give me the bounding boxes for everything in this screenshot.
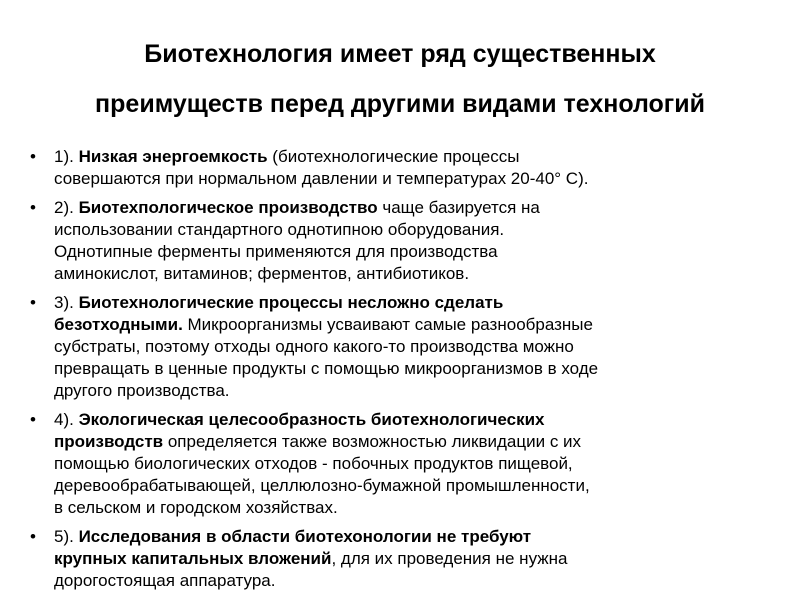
bold-text: крупных капитальных вложений: [54, 549, 332, 568]
item-line: [54, 314, 790, 336]
item-line: [54, 431, 790, 453]
body-text: использовании стандартного однотипною оборудования.: [54, 220, 505, 239]
body-text: , для их проведения не нужна: [331, 549, 568, 568]
item-line: [54, 263, 790, 285]
body-text: в сельском и городском хозяйствах.: [54, 498, 338, 517]
title-line: преимуществ перед другими видами технологий: [95, 90, 705, 118]
item-line: [54, 358, 790, 380]
item-line: [54, 241, 790, 263]
body-text: чаще базируется на: [377, 198, 540, 217]
bold-text: Низкая энергоемкость: [78, 147, 268, 166]
bullet-marker: •: [30, 293, 36, 312]
item-line: [54, 453, 790, 475]
item-line: [54, 526, 790, 548]
body-text: 4).: [54, 410, 79, 429]
bold-text: производств: [54, 432, 164, 451]
body-text: деревообрабатывающей, целлюлозно-бумажной промышленности,: [54, 476, 590, 495]
bold-text: Исследования в области биотехонологии не требуют: [78, 527, 532, 546]
item-line: [54, 336, 790, 358]
item-line: [54, 380, 790, 402]
bullet-marker: •: [30, 527, 36, 546]
bold-text: Биотехнологические процессы несложно сделать: [78, 293, 504, 312]
item-line: [54, 548, 790, 570]
list-item: [30, 292, 790, 402]
bullet-marker: •: [30, 410, 36, 429]
item-line: [54, 146, 790, 168]
list-item: [30, 197, 790, 285]
item-line: [54, 570, 790, 592]
item-line: [54, 219, 790, 241]
title-line: Биотехнология имеет ряд существенных: [144, 40, 656, 68]
list-item: [30, 526, 790, 592]
item-line: [54, 409, 790, 431]
body-text: превращать в ценные продукты с помощью микроорганизмов в ходе: [54, 359, 599, 378]
body-text: аминокислот, витаминов; ферментов, антибиотиков.: [54, 264, 470, 283]
bullet-marker: •: [30, 198, 36, 217]
body-text: 3).: [54, 293, 79, 312]
body-text: 1).: [54, 147, 79, 166]
bullet-list: [30, 146, 790, 599]
body-text: совершаются при нормальном давлении и температурах 20-40° С).: [54, 169, 589, 188]
list-item: [30, 409, 790, 519]
slide-title: [0, 29, 800, 129]
body-text: 2).: [54, 198, 79, 217]
body-text: определяется также возможностью ликвидации с их: [163, 432, 582, 451]
bold-text: Экологическая целесообразность биотехнологических: [78, 410, 545, 429]
bold-text: безотходными.: [54, 315, 183, 334]
item-line: [54, 292, 790, 314]
item-line: [54, 197, 790, 219]
item-line: [54, 475, 790, 497]
item-line: [54, 497, 790, 519]
body-text: субстраты, поэтому отходы одного какого-то производства можно: [54, 337, 574, 356]
body-text: Однотипные ферменты применяются для производства: [54, 242, 498, 261]
body-text: другого производства.: [54, 381, 230, 400]
bold-text: Биотехпологическое производство: [78, 198, 378, 217]
body-text: помощью биологических отходов - побочных продуктов пищевой,: [54, 454, 573, 473]
list-item: [30, 146, 790, 190]
body-text: 5).: [54, 527, 79, 546]
item-line: [54, 168, 790, 190]
body-text: Микроорганизмы усваивают самые разнообразные: [182, 315, 593, 334]
bullet-marker: •: [30, 147, 36, 166]
body-text: (биотехнологические процессы: [267, 147, 520, 166]
body-text: дорогостоящая аппаратура.: [54, 571, 276, 590]
